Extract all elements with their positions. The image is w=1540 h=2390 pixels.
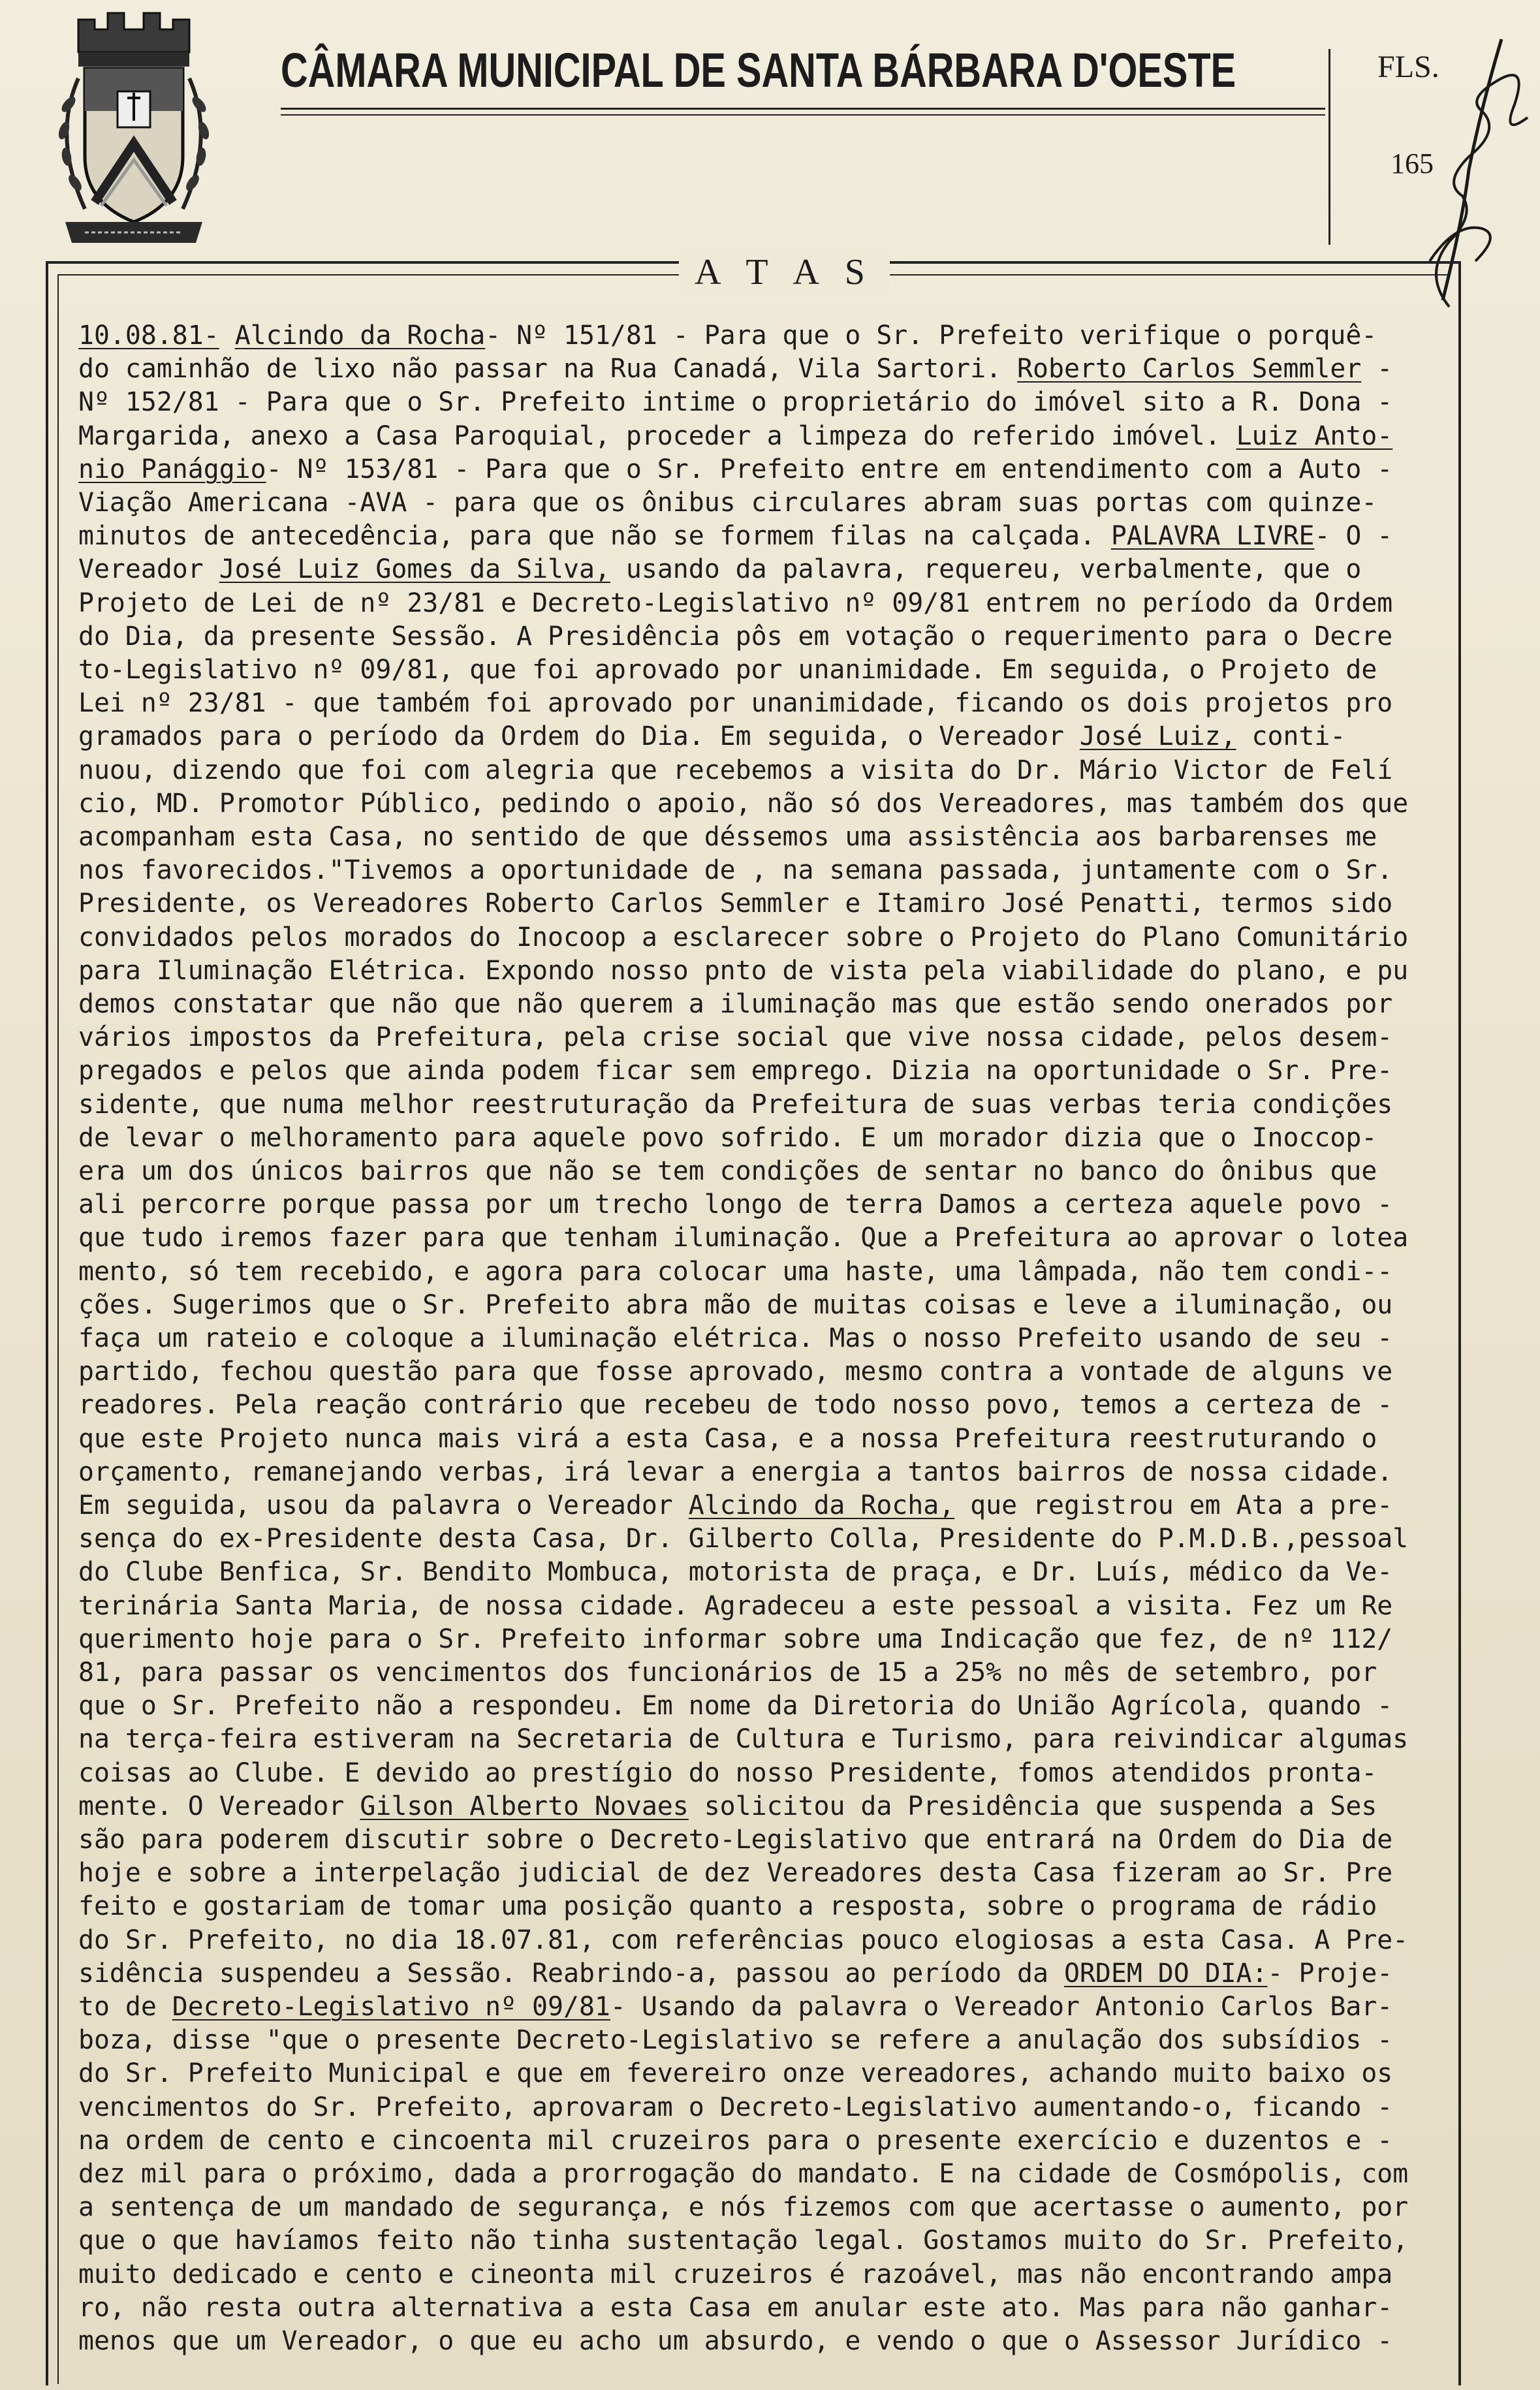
text-line (78, 1389, 1443, 1421)
text-run: mento, só tem recebido, e agora para colocar uma haste, uma lâmpada, não tem condi-- (78, 1256, 1393, 1287)
text-run: do Dia, da presente Sessão. A Presidência pôs em votação o requerimento para o Decre (78, 621, 1393, 652)
text-run: usando da palavra, requereu, verbalmente, que o (610, 554, 1362, 585)
header-rule (281, 108, 1325, 110)
underlined-text: Decreto-Legislativo nº 09/81 (172, 1992, 610, 2022)
text-line (78, 2225, 1443, 2256)
text-run: Lei nº 23/81 - que também foi aprovado por unanimidade, ficando os dois projetos pro (78, 688, 1393, 719)
text-run: vários impostos da Prefeitura, pela crise social que vive nossa cidade, pelos desem- (78, 1022, 1393, 1053)
text-run: - Usando da palavra o Vereador Antonio Carlos Bar- (610, 1992, 1393, 2022)
text-run: boza, disse "que o presente Decreto-Legislativo se refere a anulação dos subsídios - (78, 2025, 1393, 2056)
text-line (78, 2058, 1443, 2089)
text-line (78, 788, 1443, 819)
text-run: para Iluminação Elétrica. Expondo nosso pnto de vista pela viabilidade do plano, e pu (78, 955, 1409, 986)
text-line (78, 1690, 1443, 1722)
underlined-text: José Luiz, (1079, 721, 1236, 752)
text-line (78, 1423, 1443, 1454)
text-line (78, 320, 1443, 351)
text-line (78, 2092, 1443, 2123)
text-run: era um dos únicos bairros que não se tem condições de sentar no banco do ônibus que (78, 1156, 1377, 1186)
text-run: - O - (1314, 521, 1393, 552)
text-run: Vereador (78, 554, 219, 585)
text-run: hoje e sobre a interpelação judicial de dez Vereadores desta Casa fizeram ao Sr. Pre (78, 1858, 1393, 1889)
text-line (78, 1523, 1443, 1554)
text-run: sidência suspendeu a Sessão. Reabrindo-a, passou ao período da (78, 1958, 1064, 1989)
text-run: do Sr. Prefeito Municipal e que em fevereiro onze vereadores, achando muito baixo os (78, 2058, 1393, 2089)
institution-title: CÂMARA MUNICIPAL DE SANTA BÁRBARA D'OESTE (281, 43, 1236, 97)
text-run: convidados pelos morados do Inocoop a esclarecer sobre o Projeto do Plano Comunitário (78, 922, 1409, 952)
text-line (78, 888, 1443, 919)
underlined-text: 10.08.81- (78, 321, 219, 351)
text-line (78, 1089, 1443, 1120)
text-run: Margarida, anexo a Casa Paroquial, proceder a limpeza do referido imóvel. (78, 420, 1236, 451)
text-line (78, 2158, 1443, 2190)
text-run: orçamento, remanejando verbas, irá levar a energia a tantos bairros de nossa cidade. (78, 1456, 1393, 1487)
text-line (78, 1323, 1443, 1354)
text-run: do caminhão de lixo não passar na Rua Canadá, Vila Sartori. (78, 354, 1018, 385)
text-line (78, 1624, 1443, 1655)
text-run: Viação Americana -AVA - para que os ônibus circulares abram suas portas com quinze- (78, 488, 1377, 518)
text-run: que o Sr. Prefeito não a respondeu. Em nome da Diretoria do União Agrícola, quando - (78, 1691, 1393, 1722)
text-line (78, 420, 1443, 452)
text-run: coisas ao Clube. E devido ao prestígio do nosso Presidente, fomos atendidos pronta- (78, 1757, 1377, 1788)
text-run: que tudo iremos fazer para que tenham iluminação. Que a Prefeitura ao aprovar o lotea (78, 1223, 1409, 1253)
text-run: Presidente, os Vereadores Roberto Carlos Semmler e Itamiro José Penatti, termos sido (78, 888, 1393, 919)
text-line (78, 1857, 1443, 1889)
text-run: - Nº 153/81 - Para que o Sr. Prefeito entre em entendimento com a Auto - (266, 454, 1393, 484)
text-line (78, 1925, 1443, 1956)
text-run: readores. Pela reação contrário que recebeu de todo nosso povo, temos a certeza de - (78, 1390, 1393, 1421)
text-line (78, 1723, 1443, 1755)
text-line (78, 1757, 1443, 1789)
text-run: pregados e pelos que ainda podem ficar sem emprego. Dizia na oportunidade o Sr. Pre- (78, 1056, 1393, 1086)
text-run: ções. Sugerimos que o Sr. Prefeito abra mão de muitas coisas e leve a iluminação, ou (78, 1289, 1393, 1320)
text-line (78, 487, 1443, 518)
text-line (78, 1189, 1443, 1220)
text-run (219, 321, 235, 351)
text-run: do Clube Benfica, Sr. Bendito Mombuca, motorista de praça, e Dr. Luís, médico da Ve- (78, 1557, 1393, 1588)
text-line (78, 821, 1443, 853)
text-run: terinária Santa Maria, de nossa cidade. Agradeceu a este pessoal a visita. Fez um Re (78, 1590, 1393, 1621)
text-run: muito dedicado e cento e cineonta mil cruzeiros é razoável, mas não encontrando ampa (78, 2259, 1393, 2289)
text-line (78, 588, 1443, 619)
text-line (78, 1490, 1443, 1521)
text-line (78, 1590, 1443, 1622)
text-run: faça um rateio e coloque a iluminação elétrica. Mas o nosso Prefeito usando de seu - (78, 1323, 1393, 1353)
text-run: feito e gostariam de tomar uma posição quanto a resposta, sobre o programa de rádio (78, 1891, 1377, 1922)
text-line (78, 621, 1443, 652)
text-line (78, 1556, 1443, 1588)
text-run: gramados para o período da Ordem do Dia. Em seguida, o Vereador (78, 721, 1080, 752)
underlined-text: PALAVRA LIVRE (1110, 521, 1315, 552)
text-run: mente. O Vereador (78, 1791, 360, 1821)
text-line (78, 454, 1443, 485)
section-title: A T A S (679, 251, 890, 293)
text-run: ali percorre porque passa por um trecho longo de terra Damos a certeza aquele povo - (78, 1189, 1393, 1220)
text-line (78, 1456, 1443, 1488)
text-line (78, 2292, 1443, 2323)
text-line (78, 1222, 1443, 1253)
underlined-text: Alcindo da Rocha (234, 321, 486, 351)
text-run: sença do ex-Presidente desta Casa, Dr. Gilberto Colla, Presidente do P.M.D.B.,pessoal (78, 1524, 1409, 1554)
underlined-text: Roberto Carlos Semmler (1017, 354, 1362, 385)
text-run: acompanham esta Casa, no sentido de que déssemos uma assistência aos barbarenses me (78, 822, 1377, 852)
text-run: que registrou em Ata a pre- (954, 1490, 1393, 1520)
text-line (78, 1824, 1443, 1855)
header-rule-secondary (281, 114, 1325, 116)
text-run: nos favorecidos."Tivemos a oportunidade de , na semana passada, juntamente com o Sr. (78, 855, 1393, 886)
text-run: nuou, dizendo que foi com alegria que recebemos a visita do Dr. Mário Victor de Felí (78, 755, 1393, 785)
text-run: - Nº 151/81 - Para que o Sr. Prefeito verifique o porquê- (485, 321, 1377, 351)
text-line (78, 353, 1443, 385)
underlined-text: Alcindo da Rocha, (688, 1490, 955, 1520)
text-line (78, 1256, 1443, 1287)
text-run: to de (78, 1992, 172, 2022)
text-run: na ordem de cento e cincoenta mil cruzeiros para o presente exercício e duzentos e - (78, 2125, 1393, 2156)
underlined-text: José Luiz Gomes da Silva, (219, 554, 610, 585)
text-line (78, 988, 1443, 1020)
text-line (78, 2325, 1443, 2357)
text-line (78, 386, 1443, 418)
text-run: que este Projeto nunca mais virá a esta Casa, e a nossa Prefeitura reestruturando o (78, 1423, 1377, 1454)
text-run: de levar o melhoramento para aquele povo sofrido. E um morador dizia que o Inoccop- (78, 1122, 1377, 1153)
text-line (78, 1289, 1443, 1321)
text-run: to-Legislativo nº 09/81, que foi aprovado por unanimidade. Em seguida, o Projeto de (78, 655, 1377, 685)
text-run: sidente, que numa melhor reestruturação da Prefeitura de suas verbas teria condições (78, 1089, 1393, 1120)
text-line (78, 922, 1443, 953)
text-line (78, 554, 1443, 585)
text-run: querimento hoje para o Sr. Prefeito informar sobre uma Indicação que fez, de nº 112/ (78, 1624, 1393, 1654)
text-run: Nº 152/81 - Para que o Sr. Prefeito intime o proprietário do imóvel sito a R. Dona - (78, 387, 1393, 418)
text-run: conti- (1236, 721, 1346, 752)
text-line (78, 1055, 1443, 1086)
text-run: minutos de antecedência, para que não se formem filas na calçada. (78, 521, 1111, 552)
text-line (78, 721, 1443, 752)
text-run: na terça-feira estiveram na Secretaria de Cultura e Turismo, para reivindicar algumas (78, 1724, 1409, 1755)
text-line (78, 1156, 1443, 1187)
text-line (78, 955, 1443, 986)
text-line (78, 1958, 1443, 1989)
text-line (78, 654, 1443, 685)
text-line (78, 755, 1443, 786)
text-run: vencimentos do Sr. Prefeito, aprovaram o Decreto-Legislativo aumentando-o, ficando - (78, 2092, 1393, 2122)
text-run: Projeto de Lei de nº 23/81 e Decreto-Legislativo nº 09/81 entrem no período da Ordem (78, 588, 1393, 618)
text-line (78, 1356, 1443, 1387)
text-run: - (1361, 354, 1393, 385)
coat-of-arms-icon (39, 7, 228, 248)
text-run: menos que um Vereador, o que eu acho um absurdo, e vendo o que o Assessor Jurídico - (78, 2326, 1393, 2356)
text-line (78, 1791, 1443, 1822)
text-line (78, 1991, 1443, 2022)
text-run: demos constatar que não que não querem a iluminação mas que estão sendo onerados por (78, 989, 1393, 1019)
text-run: a sentença de um mandado de segurança, e nós fizemos com que acertasse o aumento, por (78, 2192, 1409, 2223)
text-run: - Proje- (1267, 1958, 1393, 1989)
text-run: cio, MD. Promotor Público, pedindo o apoio, não só dos Vereadores, mas também dos que (78, 788, 1409, 819)
text-line (78, 1891, 1443, 1922)
text-run: dez mil para o próximo, dada a prorrogação do mandato. E na cidade de Cosmópolis, com (78, 2159, 1409, 2189)
text-line (78, 2259, 1443, 2290)
folio-number: 165 (1391, 148, 1434, 180)
text-run: do Sr. Prefeito, no dia 18.07.81, com referências pouco elogiosas a esta Casa. A Pre- (78, 1925, 1409, 1955)
underlined-text: Luiz Anto- (1236, 420, 1393, 451)
text-line (78, 520, 1443, 552)
text-line (78, 1657, 1443, 1688)
text-run: Em seguida, usou da palavra o Vereador (78, 1490, 689, 1520)
text-run: que o que havíamos feito não tinha sustentação legal. Gostamos muito do Sr. Prefeito, (78, 2225, 1409, 2256)
underlined-text: ORDEM DO DIA: (1063, 1958, 1268, 1989)
text-run: partido, fechou questão para que fosse aprovado, mesmo contra a vontade de alguns ve (78, 1357, 1393, 1387)
text-run: são para poderem discutir sobre o Decreto-Legislativo que entrará na Ordem do Dia de (78, 1825, 1393, 1855)
underlined-text: Gilson Alberto Novaes (360, 1791, 689, 1821)
text-line (78, 2192, 1443, 2223)
text-line (78, 1022, 1443, 1053)
text-line (78, 1122, 1443, 1154)
text-run: solicitou da Presidência que suspenda a Ses (688, 1791, 1377, 1821)
folio-divider (1328, 49, 1330, 245)
underlined-text: nio Panággio (78, 454, 266, 484)
text-run: ro, não resta outra alternativa a esta Casa em anular este ato. Mas para não ganhar- (78, 2292, 1393, 2323)
text-line (78, 687, 1443, 719)
fls-label: FLS. (1377, 50, 1439, 84)
text-line (78, 2024, 1443, 2056)
text-run: 81, para passar os vencimentos dos funcionários de 15 a 25% no mês de setembro, por (78, 1658, 1377, 1688)
text-line (78, 2125, 1443, 2156)
text-line (78, 855, 1443, 886)
